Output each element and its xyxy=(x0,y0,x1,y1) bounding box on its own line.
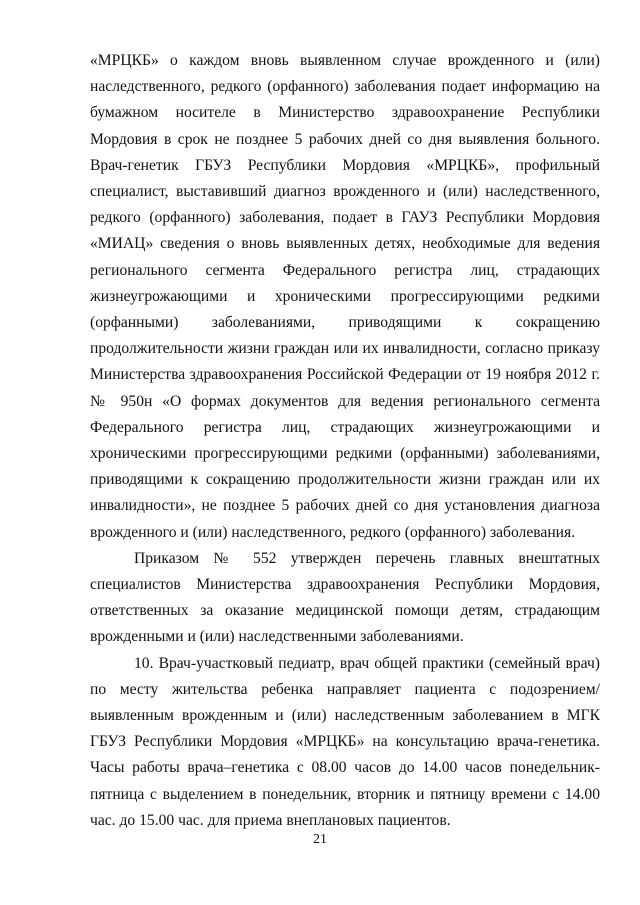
page-number: 21 xyxy=(313,832,327,847)
body-text xyxy=(90,48,600,834)
paragraph-item-10: 10. Врач-участковый педиатр, врач общей практики (семейный врач) по месту жительства ребенка направляет пациента с подозрением/выявленным врожденным и (или) наследственным заболеванием в МГК ГБУЗ Республики Мордовия «МРЦКБ» на консультацию врача-генетика. Часы работы врача–генетика с 08.00 часов до 14.00 часов понедельник-пятница с выделением в понедельник, вторник и пятницу времени с 14.00 час. до 15.00 час. для приема внеплановых пациентов. xyxy=(90,654,600,829)
paragraph-order-552: Приказом № 552 утвержден перечень главных внештатных специалистов Министерства здравоохранения Республики Мордовия, ответственных за оказание медицинской помощи детям, страдающим врожденными и (или) наследственными заболеваниями. xyxy=(90,549,600,646)
paragraph-continuation: «МРЦКБ» о каждом вновь выявленном случае врожденного и (или) наследственного, редкого (орфанного) заболевания подает информацию на бумажном носителе в Министерство здравоохранение Республики Мордовия в срок не позднее 5 рабочих дней со дня выявления больного. Врач-генетик ГБУЗ Республики Мордовия «МРЦКБ», профильный специалист, выставивший диагноз врожденного и (или) наследственного, редкого (орфанного) заболевания, подает в ГАУЗ Республики Мордовия «МИАЦ» сведения о вновь выявленных детях, необходимые для ведения регионального сегмента Федерального регистра лиц, страдающих жизнеугрожающими и хроническими прогрессирующими редкими (орфанными) заболеваниями, приводящими к сокращению продолжительности жизни граждан или их инвалидности, согласно приказу Министерства здравоохранения Российской Федерации от 19 ноября 2012 г. № 950н «О формах документов для ведения регионального сегмента Федерального регистра лиц, страдающих жизнеугрожающими и хроническими прогрессирующими редкими (орфанными) заболеваниями, приводящими к сокращению продолжительности жизни граждан или их инвалидности», не позднее 5 рабочих дней со дня установления диагноза врожденного и (или) наследственного, редкого (орфанного) заболевания. xyxy=(90,52,600,541)
